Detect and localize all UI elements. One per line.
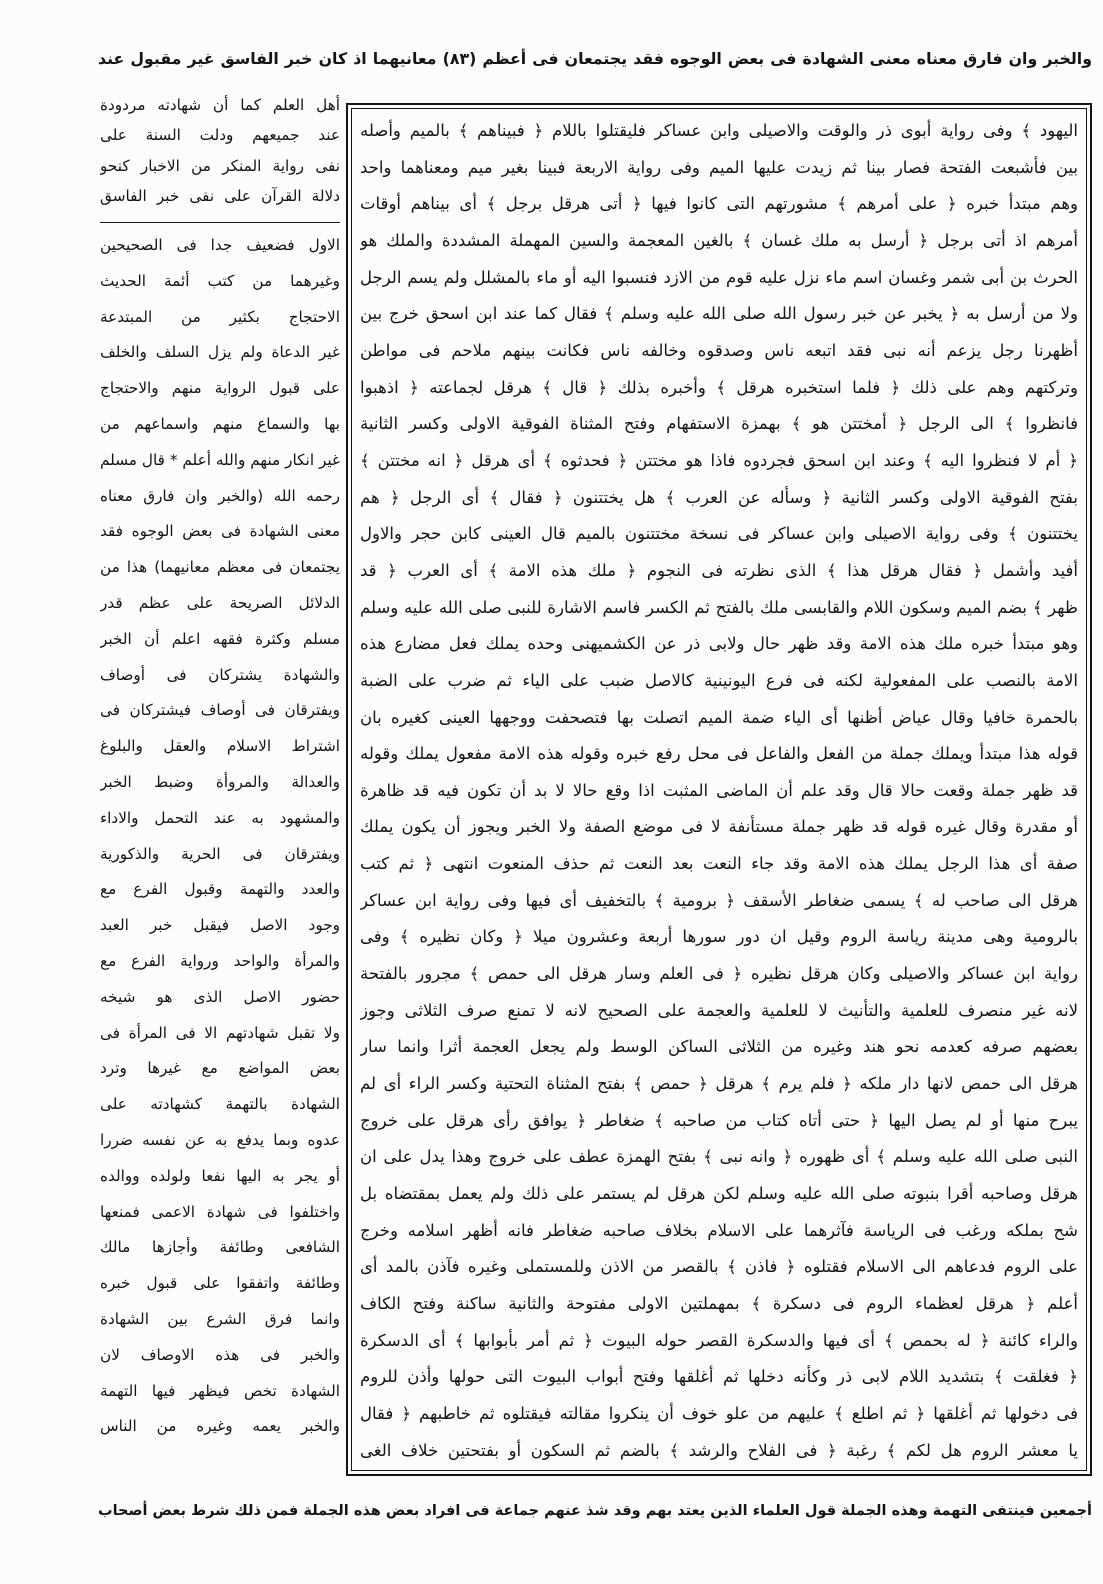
margin-note-line: على قبول الرواية منهم والاحتجاج bbox=[100, 379, 340, 398]
margin-note-line: ويفترقان فى الحرية والذكورية bbox=[100, 844, 340, 863]
margin-note-line: مسلم وكثرة فقهه اعلم أن الخبر bbox=[100, 629, 340, 648]
main-text-line: يا معشر الروم هل لكم ﴾ رغبة ﴿ فى الفلاح والرشد ﴾ بالضم ثم السكون أو بفتحتين خلاف الغى bbox=[360, 1440, 1078, 1460]
header-text-left: معانيهما اذ كان خبر الفاسق غير مقبول عند bbox=[98, 49, 437, 68]
main-text-line: ﴿ أم لا فنظروا اليه ﴾ وعند ابن اسحق فجردوه فاذا هو مختتن ﴿ فحدثوه ﴾ أى هرقل ﴿ انه مختتن ﴾ bbox=[360, 450, 1078, 470]
main-text-line: النبى صلى الله عليه وسلم ﴾ أى ظهوره ﴿ وانه نبى ﴾ بفتح الهمزة عطف على خروج وهذا يدل على ان bbox=[360, 1147, 1078, 1167]
header-line bbox=[98, 40, 1092, 78]
main-text-line: وتركتهم وهم على ذلك ﴿ فلما استخبره هرقل ﴾ وأخبره بذلك ﴿ قال ﴾ هرقل لجماعته ﴿ اذهبوا bbox=[360, 377, 1078, 397]
main-text-line: وهم مبتدأ خبره ﴿ على أمرهم ﴾ مشورتهم التى كانوا فيها ﴿ أتى هرقل برجل ﴾ أى بيناهم أوقات bbox=[360, 194, 1078, 214]
main-text-line: يبرح منها أو لم يصل اليها ﴿ حتى أتاه كتاب من صاحبه ﴾ ضغاطر ﴿ يوافق رأى هرقل على خروج bbox=[360, 1110, 1078, 1130]
main-text-line: بالحمرة خافيا وقال عياض أظنها أى الياء ضمة الميم اتصلت بها فتصحفت ووجهها العينى كغيره بان bbox=[360, 707, 1078, 727]
main-text-line: فانظروا ﴾ الى الرجل ﴿ أمختتن هو ﴾ بهمزة الاستفهام وفتح المثناة الفوقية الاولى وكسر الثانية bbox=[360, 414, 1078, 434]
main-text-line: قوله هذا مبتدأ ويملك جملة من الفعل والفاعل فى محل رفع خبره وقوله هذه الامة مفعول يملك وقوله bbox=[360, 744, 1078, 764]
margin-note-line: غير الدعاة ولم يزل السلف والخلف bbox=[100, 343, 340, 362]
main-text-line: صفة أى هذا الرجل يملك هذه الامة وقد جاء النعت بعد النعت ثم حذف المنعوت انتهى ﴿ ثم كتب bbox=[360, 854, 1078, 874]
margin-note-line: والمرأة والواحد ورواية الفرع مع bbox=[100, 951, 340, 970]
footer-text-line: أجمعين فينتفى التهمة وهذه الجملة قول العلماء الذين يعتد بهم وقد شذ عنهم جماعة فى افراد بعض هذه الجملة فمن ذلك شرط بعض أصحاب bbox=[98, 1503, 1092, 1519]
main-text-line: ولا من أرسل به ﴿ يخبر عن خبر رسول الله صلى الله عليه وسلم ﴾ فقال كما عند ابن اسحق خرج بين bbox=[360, 304, 1078, 324]
running-header bbox=[98, 40, 1092, 78]
margin-note-line: يجتمعان فى معظم معانيهما) هذا من bbox=[100, 558, 340, 577]
margin-note-line: حضور الاصل الذى هو شيخه bbox=[100, 987, 340, 1006]
main-text-line: الحرث بن أبى شمر وغسان اسم ماء نزل عليه قوم من الازد فنسبوا اليه أو ماء بالمشلل ولم يسم الرجل bbox=[360, 267, 1078, 287]
main-text-line: يختتنون ﴾ وفى رواية الاصيلى وابن عساكر فى نسخة مختتنون بالميم قال العينى كابن حجر والاول bbox=[360, 524, 1078, 544]
margin-note-line: وطائفة واتفقوا على قبول خبره bbox=[100, 1274, 340, 1293]
main-text-line: ظهر ﴾ بضم الميم وسكون اللام والقابسى ملك بالفتح ثم الكسر فاسم الاشارة للنبى صلى الله عليه وسلم bbox=[360, 597, 1078, 617]
margin-divider bbox=[100, 222, 340, 223]
main-text-line: وهو مبتدأ خبره ملك هذه الامة وقد ظهر حال ولابى ذر عن الكشميهنى وحده يملك فعل مضارع هذه bbox=[360, 634, 1078, 654]
main-text-line: بعضهم صرفه كعدمه نحو هند وغيره من الثلاثى الساكن الوسط ولم يجعل العجمة أثرا وانما سار bbox=[360, 1037, 1078, 1057]
margin-note-line: معنى الشهادة فى بعض الوجوه فقد bbox=[100, 522, 340, 541]
main-text-line: شح بملكه ورغب فى الرياسة فآثرهما على الاسلام بخلاف صاحبه ضغاطر فانه أظهر اسلامه وخرج bbox=[360, 1220, 1078, 1240]
margin-note-line: الدلائل الصريحة على عظم قدر bbox=[100, 593, 340, 612]
main-text-line: أمرهم اذ أتى برجل ﴿ أرسل به ملك غسان ﴾ بالغين المعجمة والسين المهملة المشددة والملك هو bbox=[360, 230, 1078, 250]
margin-note-line: دلالة القرآن على نفى خبر الفاسق bbox=[100, 186, 340, 205]
main-text-line: قد ظهر جملة وقعت حالا قال وقد علم أن الماضى المثبت اذا وقع حالا لا بد أن تكون فيه قد ظاهرة bbox=[360, 780, 1078, 800]
main-text-line: بين فأشبعت الفتحة فصار بينا ثم زيدت عليها الميم وفى رواية الاربعة فبينا بغير ميم ومعناهما واحد bbox=[360, 157, 1078, 177]
margin-note-line: وغيرهما من كتب أئمة الحديث bbox=[100, 271, 340, 290]
commentary-frame bbox=[346, 103, 1092, 1476]
margin-note-line: اشتراط الاسلام والعقل والبلوغ bbox=[100, 737, 340, 756]
margin-note-line: وجود الاصل فيقبل خبر العبد bbox=[100, 916, 340, 935]
margin-note-line: نفى رواية المنكر من الاخبار كنحو bbox=[100, 156, 340, 175]
margin-note-line: والخبر يعمه وغيره من الناس bbox=[100, 1417, 340, 1436]
main-text-line: هرقل الى صاحب له ﴾ يسمى ضغاطر الأسقف ﴿ برومية ﴾ بالتخفيف أى فيها وفى رواية ابن عساكر bbox=[360, 890, 1078, 910]
margin-note-line: الاحتجاج بكثير من المبتدعة bbox=[100, 307, 340, 326]
margin-note-line: بها والسماع منهم واسماعهم من bbox=[100, 414, 340, 433]
main-text-line: أو مقدرة وقال غيره قوله قد ظهر جملة مستأنفة لا فى موضع الصفة ولا الخبر ويجوز أن يكون يملك bbox=[360, 817, 1078, 837]
main-text-line: الامة بالنصب على المفعولية لكنه فى فرع اليونينية كالاصل ضبب على الياء ثم ضرب على الضبة bbox=[360, 670, 1078, 690]
margin-note-line: الشهادة بالتهمة كشهادته على bbox=[100, 1095, 340, 1114]
margin-commentary bbox=[100, 228, 340, 1445]
main-text-line: فى دخولها ثم أغلقها ﴿ ثم اطلع ﴾ عليهم من علو خوف أن ينكروا مقالته فيقتلوه ثم خاطبهم ﴿ فقال bbox=[360, 1403, 1078, 1423]
main-text-line: هرقل وصاحبه أقرا بنبوته صلى الله عليه وسلم لكن هرقل لم يستمر على ذلك ولم يعمل بمقتضاه بل bbox=[360, 1184, 1078, 1204]
main-text-line: لانه غير منصرف للعلمية والتأنيث لا للعلمية والعجمة على الصحيح لانه لا تمنع صرف الثلاثى وجوز bbox=[360, 1000, 1078, 1020]
margin-note-line: رحمه الله (والخبر وان فارق معناه bbox=[100, 486, 340, 505]
main-text-line: على الروم فدعاهم الى الاسلام فقتلوه ﴿ فاذن ﴾ بالقصر من الاذن وللمستملى وغيره فآذن بالمد أى bbox=[360, 1257, 1078, 1277]
margin-note-line: واختلفوا فى شهادة الاعمى فمنعها bbox=[100, 1202, 340, 1221]
margin-note-line: الشافعى وطائفة وأجازها مالك bbox=[100, 1238, 340, 1257]
header-text-right: والخبر وان فارق معناه معنى الشهادة فى بعض الوجوه فقد يجتمعان فى أعظم bbox=[482, 49, 1092, 68]
margin-note-line: الاول فضعيف جدا فى الصحيحين bbox=[100, 236, 340, 254]
margin-note-line: ولا تقبل شهادتهم الا فى المرأة فى bbox=[100, 1023, 340, 1042]
main-text-line: ﴿ فغلقت ﴾ بتشديد اللام لابى ذر وكأنه دخلها ثم أغلقها وفتح أبواب البيوت التى حولها وأذن للروم bbox=[360, 1367, 1078, 1387]
margin-note-line: والشهادة يشتركان فى أوصاف bbox=[100, 665, 340, 684]
margin-note-line: والعدد والتهمة وقبول الفرع مع bbox=[100, 880, 340, 899]
main-text-line: والراء كائنة ﴿ له بحمص ﴾ أى فيها والدسكرة القصر حوله البيوت ﴿ ثم أمر بأبوابها ﴾ أى الدسكرة bbox=[360, 1330, 1078, 1350]
margin-note-line: بعض المواضع مع غيرها وترد bbox=[100, 1059, 340, 1078]
margin-note-top bbox=[100, 90, 340, 211]
margin-note-line: أهل العلم كما أن شهادته مردودة bbox=[100, 96, 340, 114]
main-text-line: هرقل الى حمص لانها دار ملكه ﴿ فلم يرم ﴾ هرقل ﴿ حمص ﴾ بفتح المثناة التحتية وكسر الراء أى لم bbox=[360, 1074, 1078, 1094]
main-text-line: أعلم ﴿ هرقل لعظماء الروم فى دسكرة ﴾ بمهملتين الاولى مفتوحة والثانية ساكنة وفتح الكاف bbox=[360, 1294, 1078, 1313]
margin-note-line: والخبر فى هذه الاوصاف لان bbox=[100, 1345, 340, 1364]
margin-note-line: والعدالة والمروأة وضبط الخبر bbox=[100, 772, 340, 791]
margin-note-line: أو يجر به اليها نفعا ولولده ووالده bbox=[100, 1166, 340, 1185]
main-text-line: أظهرنا رجل يزعم أنه نبى فقد اتبعه ناس وصدقوه وخالفه ناس فكانت بينهم ملاحم فى مواطن bbox=[360, 340, 1078, 360]
main-text-line: أفيد وأشمل ﴿ فقال هرقل هذا ﴾ الذى نظرته فى النجوم ﴿ ملك هذه الامة ﴾ أى العرب ﴿ قد bbox=[360, 560, 1078, 580]
margin-note-line: الشهادة تخص فيظهر فيها التهمة bbox=[100, 1381, 340, 1400]
main-text-line: اليهود ﴾ وفى رواية أبوى ذر والوقت والاصيلى وابن عساكر فليقتلوا باللام ﴿ فبيناهم ﴾ بالميم وأصله bbox=[360, 121, 1078, 140]
margin-note-line: وانما فرق الشرع بين الشهادة bbox=[100, 1309, 340, 1328]
main-text-line: رواية ابن عساكر والاصيلى وكان هرقل نظيره ﴿ فى العلم وسار هرقل الى حمص ﴾ مجرور بالفتحة bbox=[360, 964, 1078, 984]
margin-note-line: غير انكار منهم والله أعلم * قال مسلم bbox=[100, 450, 340, 469]
footer-text bbox=[98, 1492, 1092, 1530]
margin-note-line: ويفترقان فى أوصاف فيشتركان فى bbox=[100, 701, 340, 720]
page-number: (٨٣) bbox=[442, 49, 477, 68]
main-text-line: بفتح الفوقية الاولى وكسر الثانية ﴿ وسأله عن العرب ﴾ هل يختتنون ﴿ فقال ﴾ أى الرجل ﴿ هم bbox=[360, 487, 1078, 507]
margin-note-line: عدوه وبما يدفع به عن نفسه ضررا bbox=[100, 1130, 340, 1149]
margin-note-line: عند جميعهم ودلت السنة على bbox=[100, 126, 340, 145]
main-text-line: بالرومية وهى مدينة رياسة الروم وقيل ان دور سورها أربعة وعشرون ميلا ﴿ وكان نظيره ﴾ وفى bbox=[360, 927, 1078, 947]
commentary-text bbox=[360, 113, 1078, 1469]
margin-note-line: والمشهود به عند التحمل والاداء bbox=[100, 808, 340, 827]
